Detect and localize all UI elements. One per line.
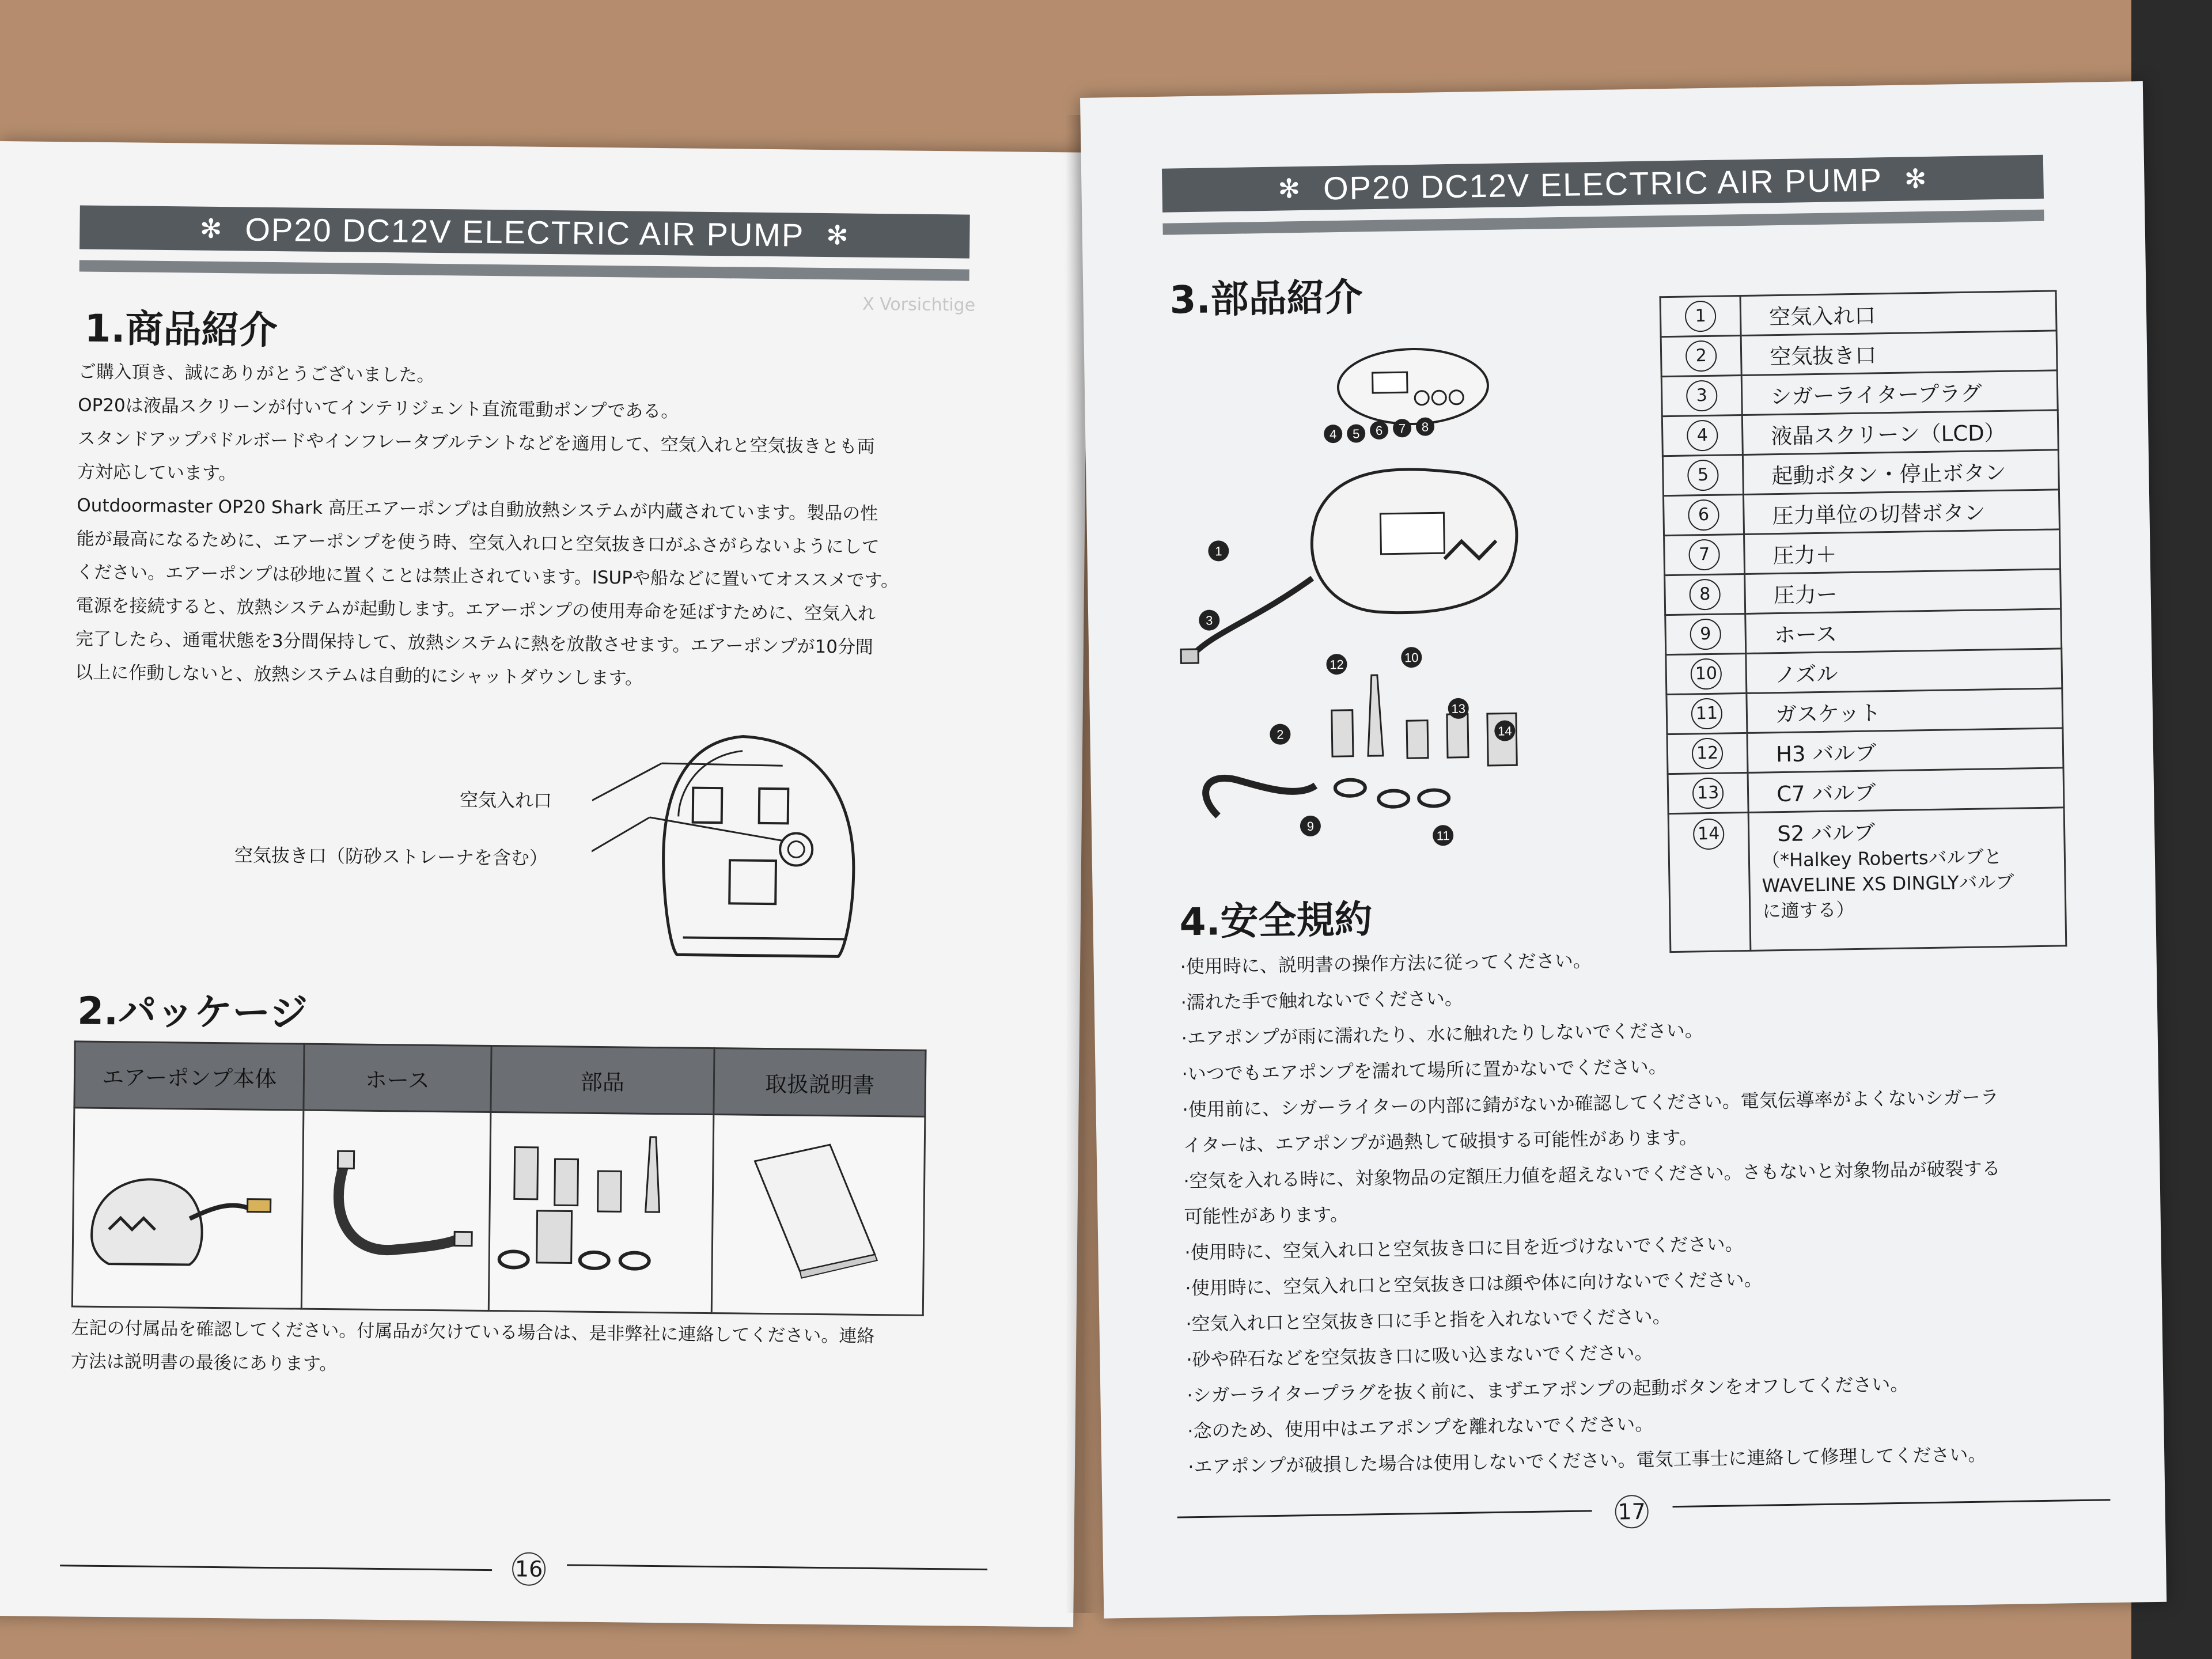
star-icon: ✻ bbox=[1904, 163, 1928, 194]
package-table bbox=[71, 1040, 927, 1316]
section1-body bbox=[75, 355, 977, 698]
table-row bbox=[1662, 410, 2058, 456]
svg-text:9: 9 bbox=[1306, 819, 1315, 834]
safety-line: イターは、エアポンプが過熱して破損する可能性があります。 bbox=[1183, 1126, 1698, 1157]
body-line: 以上に作動しないと、放熱システムは自動的にシャットダウンします。 bbox=[75, 662, 643, 689]
table-row bbox=[1663, 490, 2059, 536]
part-number: 13 bbox=[1692, 778, 1724, 809]
safety-line: ·念のため、使用中はエアポンプを離れないでください。 bbox=[1187, 1412, 1654, 1442]
body-line: スタンドアップパドルボードやインフレータブルテントなどを適用して、空気入れと空気抜きとも両 bbox=[77, 428, 875, 457]
part-note-line: （*Halkey Robertsバルブと bbox=[1761, 846, 2002, 872]
svg-text:14: 14 bbox=[1497, 724, 1512, 738]
part-name: 空気抜き口 bbox=[1741, 331, 2057, 376]
safety-line: ·濡れた手で触れないでください。 bbox=[1180, 987, 1464, 1014]
part-number: 3 bbox=[1686, 380, 1718, 412]
manual-page-right bbox=[1080, 81, 2166, 1619]
package-note bbox=[71, 1311, 993, 1388]
part-name: 空気入れ口 bbox=[1740, 291, 2056, 336]
bleed-through-text: X Vorsichtige bbox=[862, 294, 976, 316]
svg-text:12: 12 bbox=[1330, 657, 1344, 672]
part-name: C7 バルブ bbox=[1748, 768, 2064, 813]
pump-front-diagram bbox=[590, 724, 915, 969]
safety-line: ·使用前に、シガーライターの内部に錆がないか確認してください。電気伝導率がよくないシガーラ bbox=[1182, 1086, 1999, 1121]
body-line: 完了したら、通電状態を3分間保持して、放熱システムに熱を放散させます。エアーポンプが10分間 bbox=[75, 628, 874, 658]
table-row bbox=[1668, 768, 2064, 814]
part-name: 圧力ー bbox=[1745, 569, 2061, 614]
package-header: エアーポンプ本体 bbox=[74, 1041, 305, 1110]
section2-title: 2.パッケージ bbox=[77, 988, 308, 1036]
safety-line: ·いつでもエアポンプを濡れて場所に置かないでください。 bbox=[1181, 1055, 1668, 1085]
page-number-left: 16 bbox=[512, 1552, 546, 1586]
package-header: 部品 bbox=[490, 1046, 714, 1115]
body-line: Outdoormaster OP20 Shark 高圧エアーポンプは自動放熱システムが内蔵されています。製品の性 bbox=[77, 495, 878, 524]
package-cell-pump bbox=[72, 1108, 304, 1309]
body-line: ください。エアーポンプは砂地に置くことは禁止されています。ISUPや船などに置いてオススメです。 bbox=[75, 562, 899, 592]
safety-line: 可能性があります。 bbox=[1184, 1203, 1349, 1228]
safety-line: ·使用時に、空気入れ口と空気抜き口は顔や体に向けないでください。 bbox=[1185, 1268, 1763, 1300]
part-number: 1 bbox=[1685, 301, 1717, 332]
safety-line: ·エアポンプが雨に濡れたり、水に触れたりしないでください。 bbox=[1181, 1019, 1704, 1050]
manual-page-left bbox=[0, 141, 1089, 1627]
table-row bbox=[1665, 569, 2061, 615]
safety-rules bbox=[1180, 936, 2005, 1484]
part-number: 10 bbox=[1690, 658, 1722, 690]
part-name: H3 バルブ bbox=[1747, 728, 2063, 773]
part-name: ガスケット bbox=[1747, 688, 2063, 733]
table-row bbox=[1667, 728, 2063, 774]
safety-line: ·砂や砕石などを空気抜き口に吸い込まないでください。 bbox=[1186, 1341, 1653, 1371]
table-row bbox=[1666, 649, 2062, 695]
page-number-right: 17 bbox=[1615, 1495, 1649, 1529]
svg-text:2: 2 bbox=[1277, 727, 1284, 742]
safety-line: ·使用時に、空気入れ口と空気抜き口に目を近づけないでください。 bbox=[1184, 1233, 1744, 1264]
body-line: 電源を接続すると、放熱システムが起動します。エアーポンプの使用寿命を延ばすために、空気入れ bbox=[75, 595, 876, 624]
part-number: 7 bbox=[1688, 539, 1720, 571]
hose-illustration bbox=[304, 1122, 478, 1297]
parts-table bbox=[1660, 290, 2067, 953]
part-name: S2 バルブ bbox=[1777, 820, 1876, 847]
part-number: 2 bbox=[1685, 340, 1717, 372]
header-banner-right bbox=[1162, 155, 2044, 213]
safety-line: ·エアポンプが破損した場合は使用しないでください。電気工事士に連絡して修理してください。 bbox=[1188, 1443, 1987, 1478]
pump-body-illustration bbox=[74, 1119, 289, 1294]
part-name: ノズル bbox=[1746, 649, 2062, 694]
header-banner-left bbox=[79, 205, 970, 258]
section3-title: 3.部品紹介 bbox=[1169, 275, 1363, 323]
header-title: OP20 DC12V ELECTRIC AIR PUMP bbox=[1323, 161, 1883, 206]
body-line: 左記の付属品を確認してください。付属品が欠けている場合は、是非弊社に連絡してください。連絡 bbox=[71, 1317, 875, 1347]
footer-rule bbox=[567, 1564, 987, 1570]
body-line: OP20は液晶スクリーンが付いてインテリジェント直流電動ポンプである。 bbox=[78, 395, 679, 422]
body-line: ご購入頂き、誠にありがとうございました。 bbox=[78, 361, 435, 386]
table-row bbox=[1661, 331, 2057, 377]
diagram-label-outlet: 空気抜き口（防砂ストレーナを含む） bbox=[234, 844, 548, 870]
body-line: 能が最高になるために、エアーポンプを使う時、空気入れ口と空気抜き口がふさがらないようにして bbox=[76, 528, 880, 558]
header-rule bbox=[79, 260, 969, 281]
part-name: 起動ボタン・停止ボタン bbox=[1743, 450, 2059, 495]
svg-text:7: 7 bbox=[1398, 421, 1406, 436]
table-row bbox=[1660, 291, 2056, 337]
part-number: 11 bbox=[1691, 698, 1723, 730]
svg-text:11: 11 bbox=[1436, 828, 1450, 843]
part-number: 6 bbox=[1688, 499, 1719, 531]
body-line: 方法は説明書の最後にあります。 bbox=[70, 1351, 338, 1375]
svg-text:8: 8 bbox=[1421, 419, 1429, 434]
part-name: 圧力＋ bbox=[1744, 529, 2061, 574]
safety-line: ·空気入れ口と空気抜き口に手と指を入れないでください。 bbox=[1185, 1305, 1671, 1335]
table-row bbox=[1662, 450, 2059, 496]
footer-rule bbox=[1177, 1510, 1592, 1518]
part-number: 4 bbox=[1687, 420, 1718, 452]
table-row bbox=[1666, 688, 2063, 734]
part-name: ホース bbox=[1745, 609, 2062, 654]
part-number: 14 bbox=[1693, 819, 1725, 850]
package-header: 取扱説明書 bbox=[714, 1048, 926, 1117]
part-number: 5 bbox=[1687, 460, 1719, 491]
package-cell-manual bbox=[712, 1115, 925, 1316]
body-line: 方対応しています。 bbox=[77, 461, 237, 484]
part-name: 液晶スクリーン（LCD） bbox=[1742, 410, 2058, 455]
safety-line: ·空気を入れる時に、対象物品の定額圧力値を超えないでください。さもないと対象物品が破裂する bbox=[1183, 1157, 2001, 1192]
svg-text:10: 10 bbox=[1404, 650, 1419, 665]
star-icon: ✻ bbox=[1278, 173, 1302, 204]
section1-title: 1.商品紹介 bbox=[84, 306, 278, 353]
safety-line: ·シガーライタープラグを抜く前に、まずエアポンプの起動ボタンをオフしてください。 bbox=[1187, 1373, 1909, 1407]
star-icon: ✻ bbox=[199, 213, 224, 244]
svg-text:4: 4 bbox=[1329, 427, 1337, 442]
svg-text:3: 3 bbox=[1205, 613, 1213, 628]
part-name: 圧力単位の切替ボタン bbox=[1744, 490, 2060, 535]
star-icon: ✻ bbox=[826, 220, 850, 251]
section4-title: 4.安全規約 bbox=[1179, 897, 1373, 945]
part-note-line: に適する） bbox=[1762, 899, 1855, 922]
header-title: OP20 DC12V ELECTRIC AIR PUMP bbox=[245, 210, 805, 253]
part-name: シガーライタープラグ bbox=[1741, 370, 2058, 415]
manual-booklet-illustration bbox=[713, 1126, 911, 1301]
table-row bbox=[1668, 808, 2066, 952]
svg-text:1: 1 bbox=[1215, 544, 1222, 559]
safety-line: ·使用時に、説明書の操作方法に従ってください。 bbox=[1180, 949, 1592, 978]
package-header: ホース bbox=[304, 1044, 491, 1112]
svg-text:6: 6 bbox=[1375, 423, 1383, 438]
part-number: 12 bbox=[1692, 738, 1724, 770]
table-row bbox=[1661, 370, 2058, 416]
parts-illustration bbox=[490, 1124, 699, 1299]
package-cell-hose bbox=[302, 1110, 491, 1310]
table-row bbox=[1665, 609, 2062, 655]
part-number: 9 bbox=[1690, 619, 1721, 650]
package-cell-parts bbox=[488, 1112, 714, 1313]
svg-text:5: 5 bbox=[1352, 426, 1360, 441]
table-row bbox=[1664, 529, 2061, 575]
header-rule bbox=[1162, 210, 2044, 235]
svg-text:13: 13 bbox=[1451, 701, 1466, 717]
footer-rule bbox=[60, 1565, 492, 1571]
footer-rule bbox=[1673, 1499, 2111, 1508]
diagram-label-inlet: 空気入れ口 bbox=[459, 789, 552, 812]
part-note-line: WAVELINE XS DINGLYバルブ bbox=[1762, 870, 2014, 897]
part-number: 8 bbox=[1689, 579, 1721, 611]
parts-diagram bbox=[1164, 315, 1610, 851]
